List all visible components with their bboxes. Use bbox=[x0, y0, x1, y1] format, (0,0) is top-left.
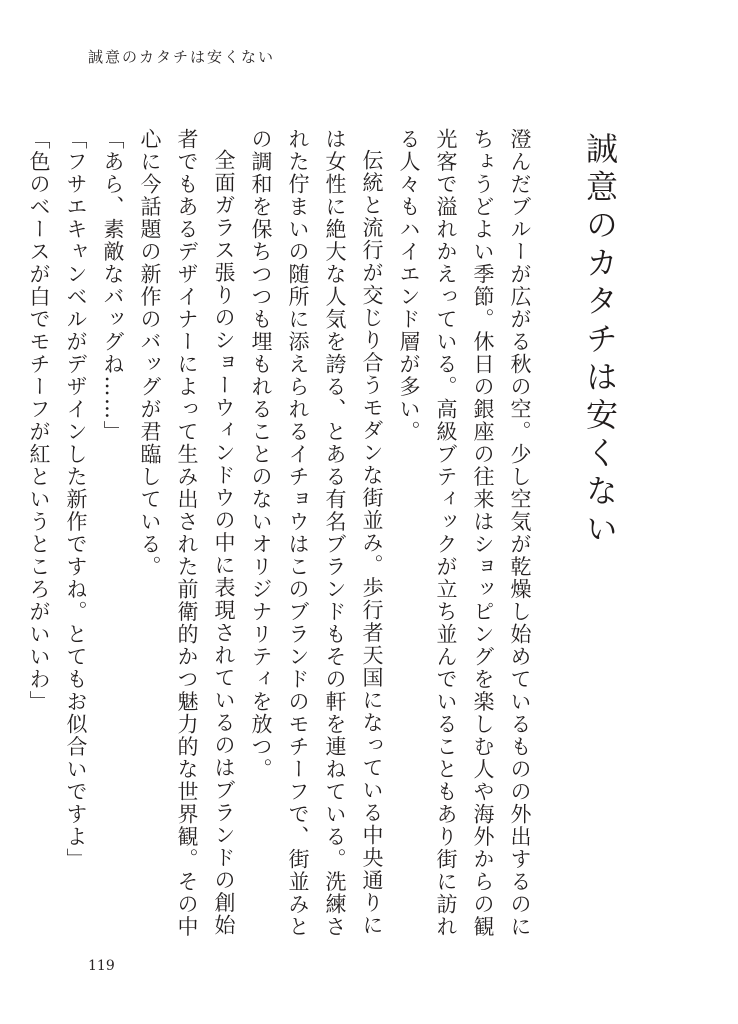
paragraph-3: 全面ガラス張りのショーウィンドウの中に表現されているのはブランドの創始者でもあるデザイナーによって生み出された前衛的かつ魅力的な世界観。その中心に今話題の新作のバッグが君臨している。 bbox=[138, 128, 236, 938]
chapter-title: 誠意のカタチは安くない bbox=[581, 132, 619, 550]
running-head: 誠意のカタチは安くない bbox=[88, 48, 276, 66]
paragraph-1: 澄んだブルーが広がる秋の空。少し空気が乾燥し始めているものの外出するのにちょうどよい季節。休日の銀座の往来はショッピングを楽しむ人や海外からの観光客で溢れかえっている。高級ブティックが立ち並んでいることもあり街に訪れる人々もハイエンド層が多い。 bbox=[397, 128, 532, 938]
page-number: 119 bbox=[88, 958, 115, 974]
body-text bbox=[27, 128, 538, 948]
paragraph-2: 伝統と流行が交じり合うモダンな街並み。歩行者天国になっている中央通りには女性に絶大な人気を誇る、とある有名ブランドもその軒を連ねている。洗練された佇まいの随所に添えられるイチョウはこのブランドのモチーフで、街並みとの調和を保ちつつも埋もれることのないオリジナリティを放つ。 bbox=[249, 128, 384, 938]
dialogue-2: 「フサエキャンベルがデザインした新作ですね。とてもお似合いですよ」 bbox=[64, 128, 88, 871]
dialogue-3: 「色のベースが白でモチーフが紅というところがいいわ」 bbox=[27, 128, 51, 713]
dialogue-1: 「あら、素敵なバッグね……」 bbox=[101, 128, 125, 443]
